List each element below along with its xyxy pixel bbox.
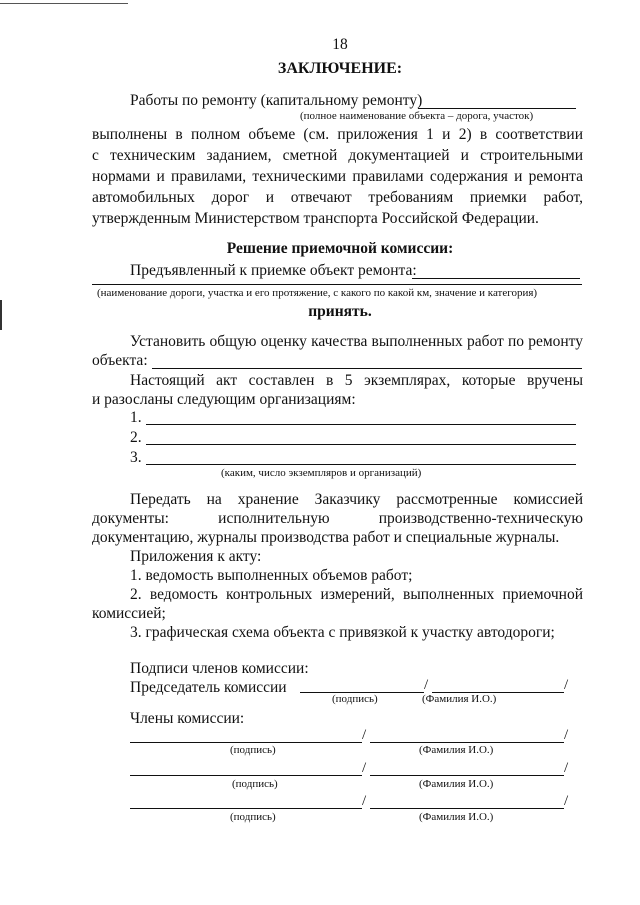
signature-hint: (подпись) [230, 744, 276, 756]
member-name-field[interactable] [370, 775, 564, 776]
separator-slash: / [564, 793, 569, 809]
org-hint: (каким, число экземпляров и организаций) [221, 467, 422, 479]
object-repair-hint: (наименование дороги, участка и его протяжение, с какого по какой км, значение и категория) [97, 287, 538, 299]
appendix-item: 1. ведомость выполненных объемов работ; [130, 567, 413, 584]
separator-slash: / [564, 727, 569, 743]
signature-hint: (подпись) [332, 693, 378, 705]
object-repair-field[interactable] [412, 278, 580, 279]
object-repair-field-line2[interactable] [92, 284, 582, 285]
org-item-number: 2. [130, 429, 142, 446]
decision-heading: Решение приемочной комиссии: [226, 240, 454, 257]
appendix-item: 2. ведомость контрольных измерений, выполненных приемочной [130, 586, 583, 603]
name-hint: (Фамилия И.О.) [419, 811, 494, 823]
object-line-label: Предъявленный к приемке объект ремонта: [130, 262, 417, 279]
act-line2: и разосланы следующим организациям: [92, 391, 356, 408]
name-hint: (Фамилия И.О.) [419, 744, 494, 756]
intro-text-line: нормами и правилами, техническими правилами содержания и ремонта [92, 168, 583, 185]
separator-slash: / [362, 760, 367, 776]
accept-decision: принять. [308, 303, 372, 320]
org-item-number: 3. [130, 449, 142, 466]
name-hint: (Фамилия И.О.) [419, 778, 494, 790]
member-signature-field[interactable] [130, 775, 362, 776]
object-name-hint: (полное наименование объекта – дорога, участок) [300, 110, 534, 122]
members-label: Члены комиссии: [130, 710, 245, 727]
intro-text-line: с техническим заданием, сметной документацией и строительными [92, 147, 583, 164]
org-field-3[interactable] [146, 464, 576, 465]
org-field-1[interactable] [146, 424, 576, 425]
page-number: 18 [332, 36, 348, 53]
member-signature-field[interactable] [130, 742, 362, 743]
separator-slash: / [564, 760, 569, 776]
transfer-line1: Передать на хранение Заказчику рассмотренные комиссией [130, 491, 583, 508]
signature-hint: (подпись) [230, 811, 276, 823]
member-name-field[interactable] [370, 808, 564, 809]
document-title: ЗАКЛЮЧЕНИЕ: [277, 60, 403, 77]
object-name-field[interactable] [418, 108, 576, 109]
org-field-2[interactable] [146, 444, 576, 445]
appendix-item-cont: комиссией; [92, 605, 166, 622]
intro-text-line: автомобильных дорог и отвечают требованиям приемки работ, [92, 189, 583, 206]
member-name-field[interactable] [370, 742, 564, 743]
quality-line2: объекта: [92, 352, 148, 369]
quality-line1: Установить общую оценку качества выполненных работ по ремонту [130, 333, 583, 350]
member-signature-field[interactable] [130, 808, 362, 809]
transfer-line2: документы: исполнительную производственно-техническую [92, 510, 583, 527]
signature-hint: (подпись) [232, 778, 278, 790]
top-rule [0, 3, 128, 4]
transfer-line3: документацию, журналы производства работ и специальные журналы. [92, 529, 560, 546]
separator-slash: / [362, 793, 367, 809]
intro-text-line: выполнены в полном объеме (см. приложения 1 и 2) в соответствии [92, 126, 583, 143]
appendix-item: 3. графическая схема объекта с привязкой к участку автодороги; [130, 624, 555, 641]
signatures-heading: Подписи членов комиссии: [130, 660, 309, 677]
chairman-label: Председатель комиссии [130, 679, 287, 696]
act-line1: Настоящий акт составлен в 5 экземплярах, которые вручены [130, 372, 583, 389]
intro-text-line: утвержденным Министерством транспорта Российской Федерации. [92, 210, 539, 227]
separator-slash: / [362, 727, 367, 743]
name-hint: (Фамилия И.О.) [422, 693, 497, 705]
separator-slash: / [424, 677, 429, 693]
intro-line1: Работы по ремонту (капитальному ремонту) [130, 92, 423, 109]
appendices-heading: Приложения к акту: [130, 548, 262, 565]
quality-rating-field[interactable] [152, 368, 582, 369]
org-item-number: 1. [130, 409, 142, 426]
separator-slash: / [564, 677, 569, 693]
